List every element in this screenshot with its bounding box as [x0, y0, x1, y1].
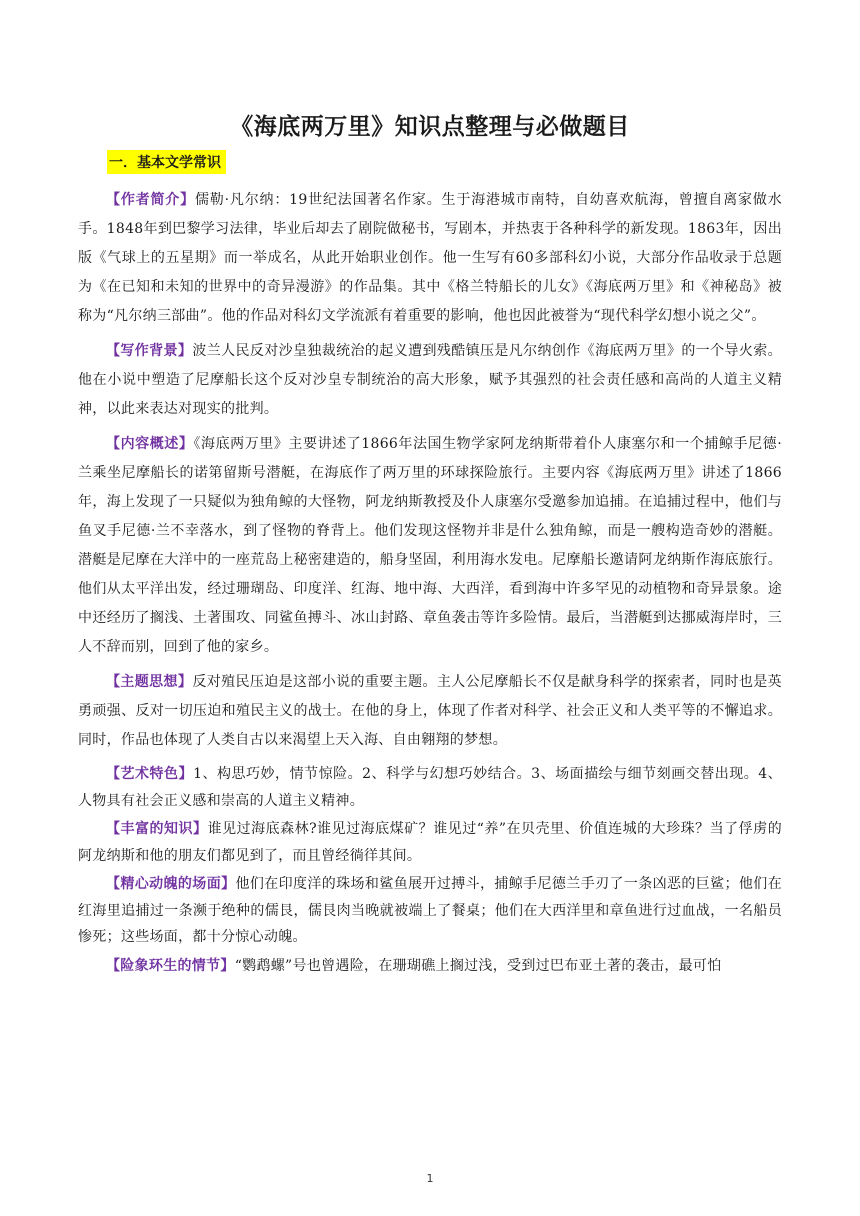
paragraph-author-intro: [78, 186, 782, 331]
paragraph-perilous-plot: [78, 953, 782, 980]
paragraph-art-features: [78, 761, 782, 814]
paragraph-tag: 【精心动魄的场面】: [106, 876, 236, 892]
paragraph-text: 谁见过海底森林?谁见过海底煤矿？谁见过“养”在贝壳里、价值连城的大珍珠？当了俘虏的阿龙纳斯和他的朋友们都见到了，而且曾经徜徉其间。: [78, 821, 782, 864]
paragraph-tag: 【作者简介】: [106, 192, 195, 208]
paragraph-text: 儒勒·凡尔纳：19世纪法国著名作家。生于海港城市南特，自幼喜欢航海，曾擅自离家做水手。1848年到巴黎学习法律，毕业后却去了剧院做秘书，写剧本，并热衷于各种科学的新发现。1863年，因出版《气球上的五星期》而一举成名，从此开始职业创作。他一生写有60多部科幻小说，大部分作品收录于总题为《在已知和未知的世界中的奇异漫游》的作品集。其中《格兰特船长的儿女》《海底两万里》和《神秘岛》被称为“凡尔纳三部曲”。他的作品对科幻文学流派有着重要的影响，他也因此被誉为“现代科学幻想小说之父”。: [78, 192, 782, 324]
paragraph-text: 他们在印度洋的珠场和鲨鱼展开过搏斗，捕鲸手尼德兰手刃了一条凶恶的巨鲨；他们在红海里追捕过一条濒于绝种的儒艮，儒艮肉当晚就被端上了餐桌；他们在大西洋里和章鱼进行过血战，一名船员惨死；这些场面，都十分惊心动魄。: [78, 876, 782, 945]
paragraph-tag: 【主题思想】: [106, 674, 193, 690]
paragraph-rich-knowledge: [78, 816, 782, 869]
paragraph-tag: 【内容概述】: [106, 436, 194, 452]
paragraph-text: 《海底两万里》主要讲述了1866年法国生物学家阿龙纳斯带着仆人康塞尔和一个捕鲸手尼德·兰乘坐尼摩船长的诺第留斯号潜艇，在海底作了两万里的环球探险旅行。主要内容《海底两万里》讲述了1866年，海上发现了一只疑似为独角鲸的大怪物，阿龙纳斯教授及仆人康塞尔受邀参加追捕。在追捕过程中，他们与鱼叉手尼德·兰不幸落水，到了怪物的脊背上。他们发现这怪物并非是什么独角鲸，而是一艘构造奇妙的潜艇。潜艇是尼摩在大洋中的一座荒岛上秘密建造的，船身坚固，利用海水发电。尼摩船长邀请阿龙纳斯作海底旅行。他们从太平洋出发，经过珊瑚岛、印度洋、红海、地中海、大西洋，看到海中许多罕见的动植物和奇异景象。途中还经历了搁浅、土著围攻、同鲨鱼搏斗、冰山封路、章鱼袭击等许多险情。最后，当潜艇到达挪威海岸时，三人不辞而别，回到了他的家乡。: [78, 436, 782, 655]
paragraph-text: 1、构思巧妙，情节惊险。2、科学与幻想巧妙结合。3、场面描绘与细节刻画交替出现。4、人物具有社会正义感和崇高的人道主义精神。: [78, 766, 782, 809]
page-number: 1: [426, 1172, 434, 1185]
paragraph-tag: 【写作背景】: [106, 343, 193, 359]
paragraph-text: 波兰人民反对沙皇独裁统治的起义遭到残酷镇压是凡尔纳创作《海底两万里》的一个导火索。他在小说中塑造了尼摩船长这个反对沙皇专制统治的高大形象，赋予其强烈的社会责任感和高尚的人道主义精神，以此来表达对现实的批判。: [78, 343, 782, 417]
document-body: [78, 186, 782, 981]
paragraph-background: [78, 337, 782, 424]
paragraph-tag: 【艺术特色】: [106, 766, 194, 782]
paragraph-text: “鹦鹉螺”号也曾遇险，在珊瑚礁上搁过浅，受到过巴布亚土著的袭击，最可怕: [234, 957, 722, 974]
paragraph-tag: 【险象环生的情节】: [106, 957, 235, 974]
paragraph-tag: 【丰富的知识】: [106, 821, 208, 837]
paragraph-summary: [78, 430, 782, 662]
paragraph-theme: [78, 668, 782, 755]
document-title: 《海底两万里》知识点整理与必做题目: [230, 114, 630, 140]
paragraph-thrilling-scenes: [78, 871, 782, 951]
section-heading: 一．基本文学常识: [107, 150, 226, 174]
paragraph-text: 反对殖民压迫是这部小说的重要主题。主人公尼摩船长不仅是献身科学的探索者，同时也是英勇顽强、反对一切压迫和殖民主义的战士。在他的身上，体现了作者对科学、社会正义和人类平等的不懈追求。同时，作品也体现了人类自古以来渴望上天入海、自由翱翔的梦想。: [78, 674, 782, 748]
